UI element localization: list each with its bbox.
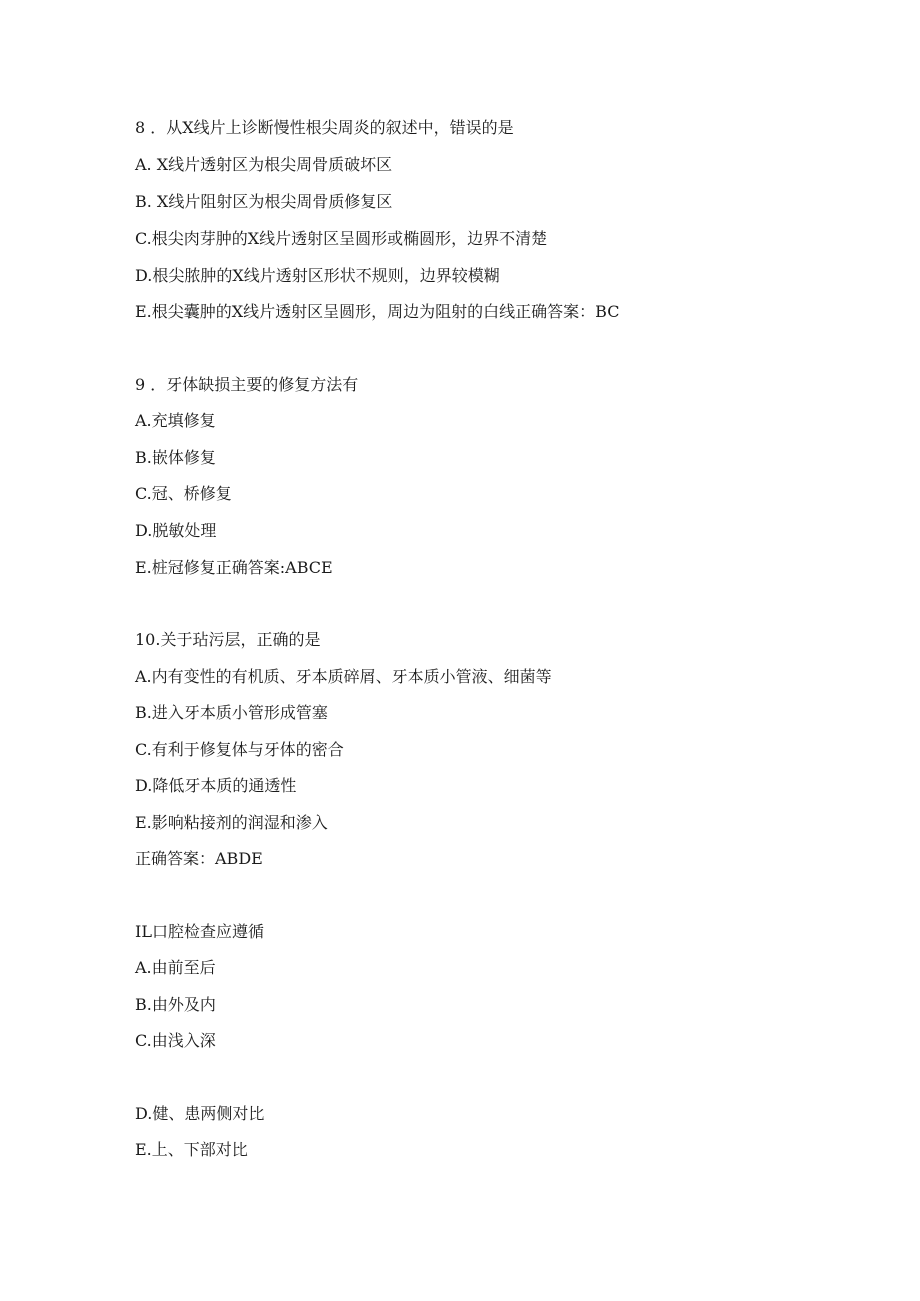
question-11-option-e: E.上、下部对比 [135, 1140, 248, 1159]
question-8-option-a: A. X线片透射区为根尖周骨质破坏区 [135, 155, 393, 174]
question-8-option-c: C.根尖肉芽肿的X线片透射区呈圆形或椭圆形，边界不清楚 [135, 229, 548, 248]
question-8-option-e: E.根尖囊肿的X线片透射区呈圆形，周边为阻射的白线正确答案：BC [135, 302, 620, 321]
question-10-option-e: E.影响粘接剂的润湿和渗入 [135, 813, 328, 832]
question-8-stem: 8 ．从X线片上诊断慢性根尖周炎的叙述中，错误的是 [135, 118, 514, 137]
question-9-stem: 9 ．牙体缺损主要的修复方法有 [135, 375, 359, 394]
question-11-option-d: D.健、患两侧对比 [135, 1104, 265, 1123]
question-11-option-c: C.由浅入深 [135, 1031, 216, 1050]
question-10-option-d: D.降低牙本质的通透性 [135, 776, 297, 795]
question-10-option-b: B.进入牙本质小管形成管塞 [135, 703, 328, 722]
question-9-option-d: D.脱敏处理 [135, 521, 217, 540]
question-9-option-c: C.冠、桥修复 [135, 484, 232, 503]
question-10-stem: 10.关于玷污层，正确的是 [135, 630, 321, 649]
question-10-option-c: C.有利于修复体与牙体的密合 [135, 740, 344, 759]
question-8-option-d: D.根尖脓肿的X线片透射区形状不规则，边界较模糊 [135, 266, 500, 285]
question-10-answer: 正确答案：ABDE [135, 849, 263, 868]
question-9-option-a: A.充填修复 [135, 411, 216, 430]
question-9-option-b: B.嵌体修复 [135, 448, 216, 467]
question-9-option-e: E.桩冠修复正确答案:ABCE [135, 558, 333, 577]
question-8-option-b: B. X线片阻射区为根尖周骨质修复区 [135, 192, 393, 211]
question-11-stem: IL口腔检查应遵循 [135, 922, 264, 941]
question-11-option-b: B.由外及内 [135, 995, 216, 1014]
question-11-option-a: A.由前至后 [135, 958, 216, 977]
question-10-option-a: A.内有变性的有机质、牙本质碎屑、牙本质小管液、细菌等 [135, 667, 552, 686]
